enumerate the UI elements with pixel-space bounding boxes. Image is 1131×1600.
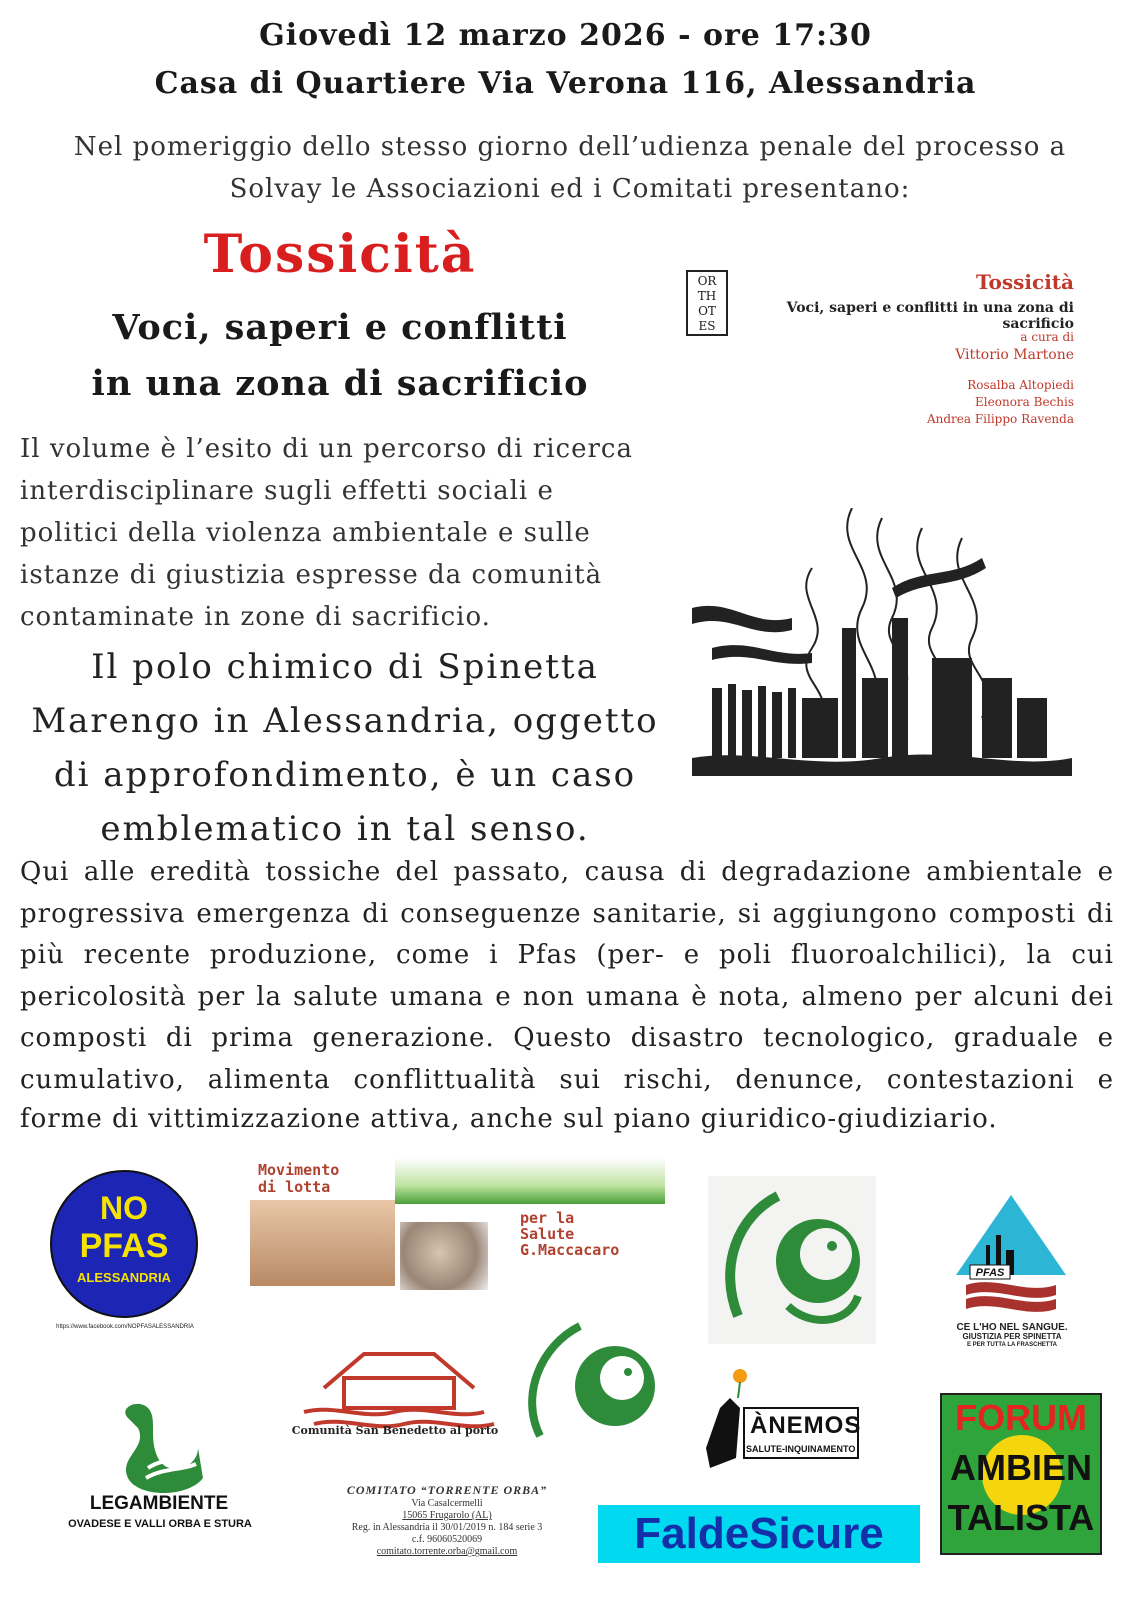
anemos-name: ÀNEMOS <box>750 1412 862 1439</box>
movimento-line: Movimento <box>258 1161 340 1179</box>
cover-author: Rosalba Altopiedi <box>967 378 1074 392</box>
orthotes-logo <box>686 270 728 336</box>
cover-subtitle: Voci, saperi e conflitti in una zona di sacrificio <box>786 300 1074 332</box>
factory-illustration <box>692 508 1072 788</box>
comitato-cf: c.f. 96060520069 <box>411 1534 483 1545</box>
forum-line-2: AMBIEN <box>950 1447 1092 1488</box>
pronatura-alessandria-logo <box>520 1316 670 1446</box>
nopfas-logo <box>50 1170 198 1318</box>
nopfas-pfas-text: PFAS <box>79 1227 169 1265</box>
main-paragraph-last-line: forme di vittimizzazione attiva, anche sul piano giuridico-giudiziario. <box>20 1104 998 1134</box>
legambiente-sub: OVADESE E VALLI ORBA E STURA <box>68 1518 252 1530</box>
intro-text: Nel pomeriggio dello stesso giorno dell’udienza penale del processo a Solvay le Associazioni ed i Comitati presentano: <box>73 132 1067 204</box>
comitato-city: 15065 Frugarolo (AL) <box>402 1510 492 1521</box>
movimento-line: di lotta <box>258 1178 331 1196</box>
faldesicure-text: FaldeSicure <box>634 1509 884 1558</box>
movimento-salute <box>520 1210 619 1258</box>
forum-line-1: FORUM <box>955 1397 1087 1438</box>
comitato-title: COMITATO “TORRENTE ORBA” <box>346 1483 548 1497</box>
sangue-line: E PER TUTTA LA FRASCHETTA <box>967 1342 1057 1348</box>
comitato-registration: Reg. in Alessandria il 30/01/2019 n. 184 serie 3 <box>351 1522 543 1533</box>
nopfas-no-text: NO <box>100 1190 148 1226</box>
forum-ambientalista-logo <box>940 1393 1102 1555</box>
orthotes-logo-row: ES <box>698 319 716 333</box>
cover-editor: Vittorio Martone <box>955 347 1074 363</box>
cover-cura-label: a cura di <box>1020 330 1074 344</box>
main-paragraph: Qui alle eredità tossiche del passato, causa di degradazione ambientale e progressiva emergenza di conseguenze sanitarie, si aggiungono composti di più recente produzione, come i Pfas (per- e poli fluoroalchilici), la cui pericolosità per la salute umana e non umana è nota, almeno per alcuni dei composti di prima generazione. Questo disastro tecnologico, graduale e cumulativo, alimenta conflittualità sui rischi, denunce, contestazioni e <box>20 857 1114 1095</box>
pfas-sangue-text <box>950 1323 1074 1350</box>
movimento-line: Salute <box>520 1225 575 1243</box>
orthotes-logo-row: OR <box>697 274 717 288</box>
movimento-title <box>258 1162 339 1196</box>
sanbenedetto-name: Comunità San Benedetto al porto <box>291 1424 499 1437</box>
sangue-line: GIUSTIZIA PER SPINETTA <box>962 1332 1062 1341</box>
event-date: Giovedì 12 marzo 2026 - ore 17:30 <box>259 18 872 53</box>
forum-line-3: TALISTA <box>947 1497 1095 1538</box>
anemos-sub: SALUTE-INQUINAMENTO <box>746 1444 856 1454</box>
comitato-address: Via Casalcermelli <box>411 1498 483 1509</box>
cover-title: Tossicità <box>975 270 1074 294</box>
nopfas-url: https://www.facebook.com/NOPFASALESSANDRIA <box>56 1324 194 1330</box>
book-title: Tossicità <box>203 224 477 285</box>
sangue-line: CE L'HO NEL SANGUE. <box>956 1322 1068 1333</box>
comitato-torrente-orba <box>314 1483 580 1558</box>
orthotes-logo-row: TH <box>697 289 717 303</box>
cover-author: Eleonora Bechis <box>975 395 1074 409</box>
movimento-line: per la <box>520 1209 575 1227</box>
maccacaro-portrait <box>400 1222 488 1290</box>
book-subtitle-line-1: Voci, saperi e conflitti <box>112 307 568 348</box>
movimento-line: G.Maccacaro <box>520 1241 620 1259</box>
polo-chimico-text: Il polo chimico di Spinetta Marengo in Alessandria, oggetto di approfondimento, è un caso emblematico in tal senso. <box>31 647 659 849</box>
faldesicure-logo <box>598 1505 920 1563</box>
book-description: Il volume è l’esito di un percorso di ricerca interdisciplinare sugli effetti sociali e politici della violenza ambientale e sulle istanze di giustizia espresse da comunità contaminate in zone di sacrificio. <box>20 434 633 632</box>
legambiente-name: LEGAMBIENTE <box>89 1493 229 1514</box>
comitato-email: comitato.torrente.orba@gmail.com <box>376 1546 518 1557</box>
book-subtitle-line-2: in una zona di sacrificio <box>91 363 589 404</box>
orthotes-logo-row: OT <box>698 304 716 318</box>
nopfas-city-text: ALESSANDRIA <box>77 1270 171 1285</box>
svg-text:PFAS: PFAS <box>975 1267 1005 1279</box>
pronatura-appennino-logo <box>708 1176 876 1344</box>
event-venue: Casa di Quartiere Via Verona 116, Alessandria <box>154 66 977 101</box>
movimento-crowd-image <box>250 1200 395 1286</box>
legambiente-swan-icon <box>108 1398 208 1498</box>
cover-author: Andrea Filippo Ravenda <box>926 412 1074 426</box>
movimento-landscape-image <box>395 1158 665 1204</box>
pfas-sangue-logo <box>956 1185 1066 1345</box>
book-subtitle <box>40 300 640 412</box>
